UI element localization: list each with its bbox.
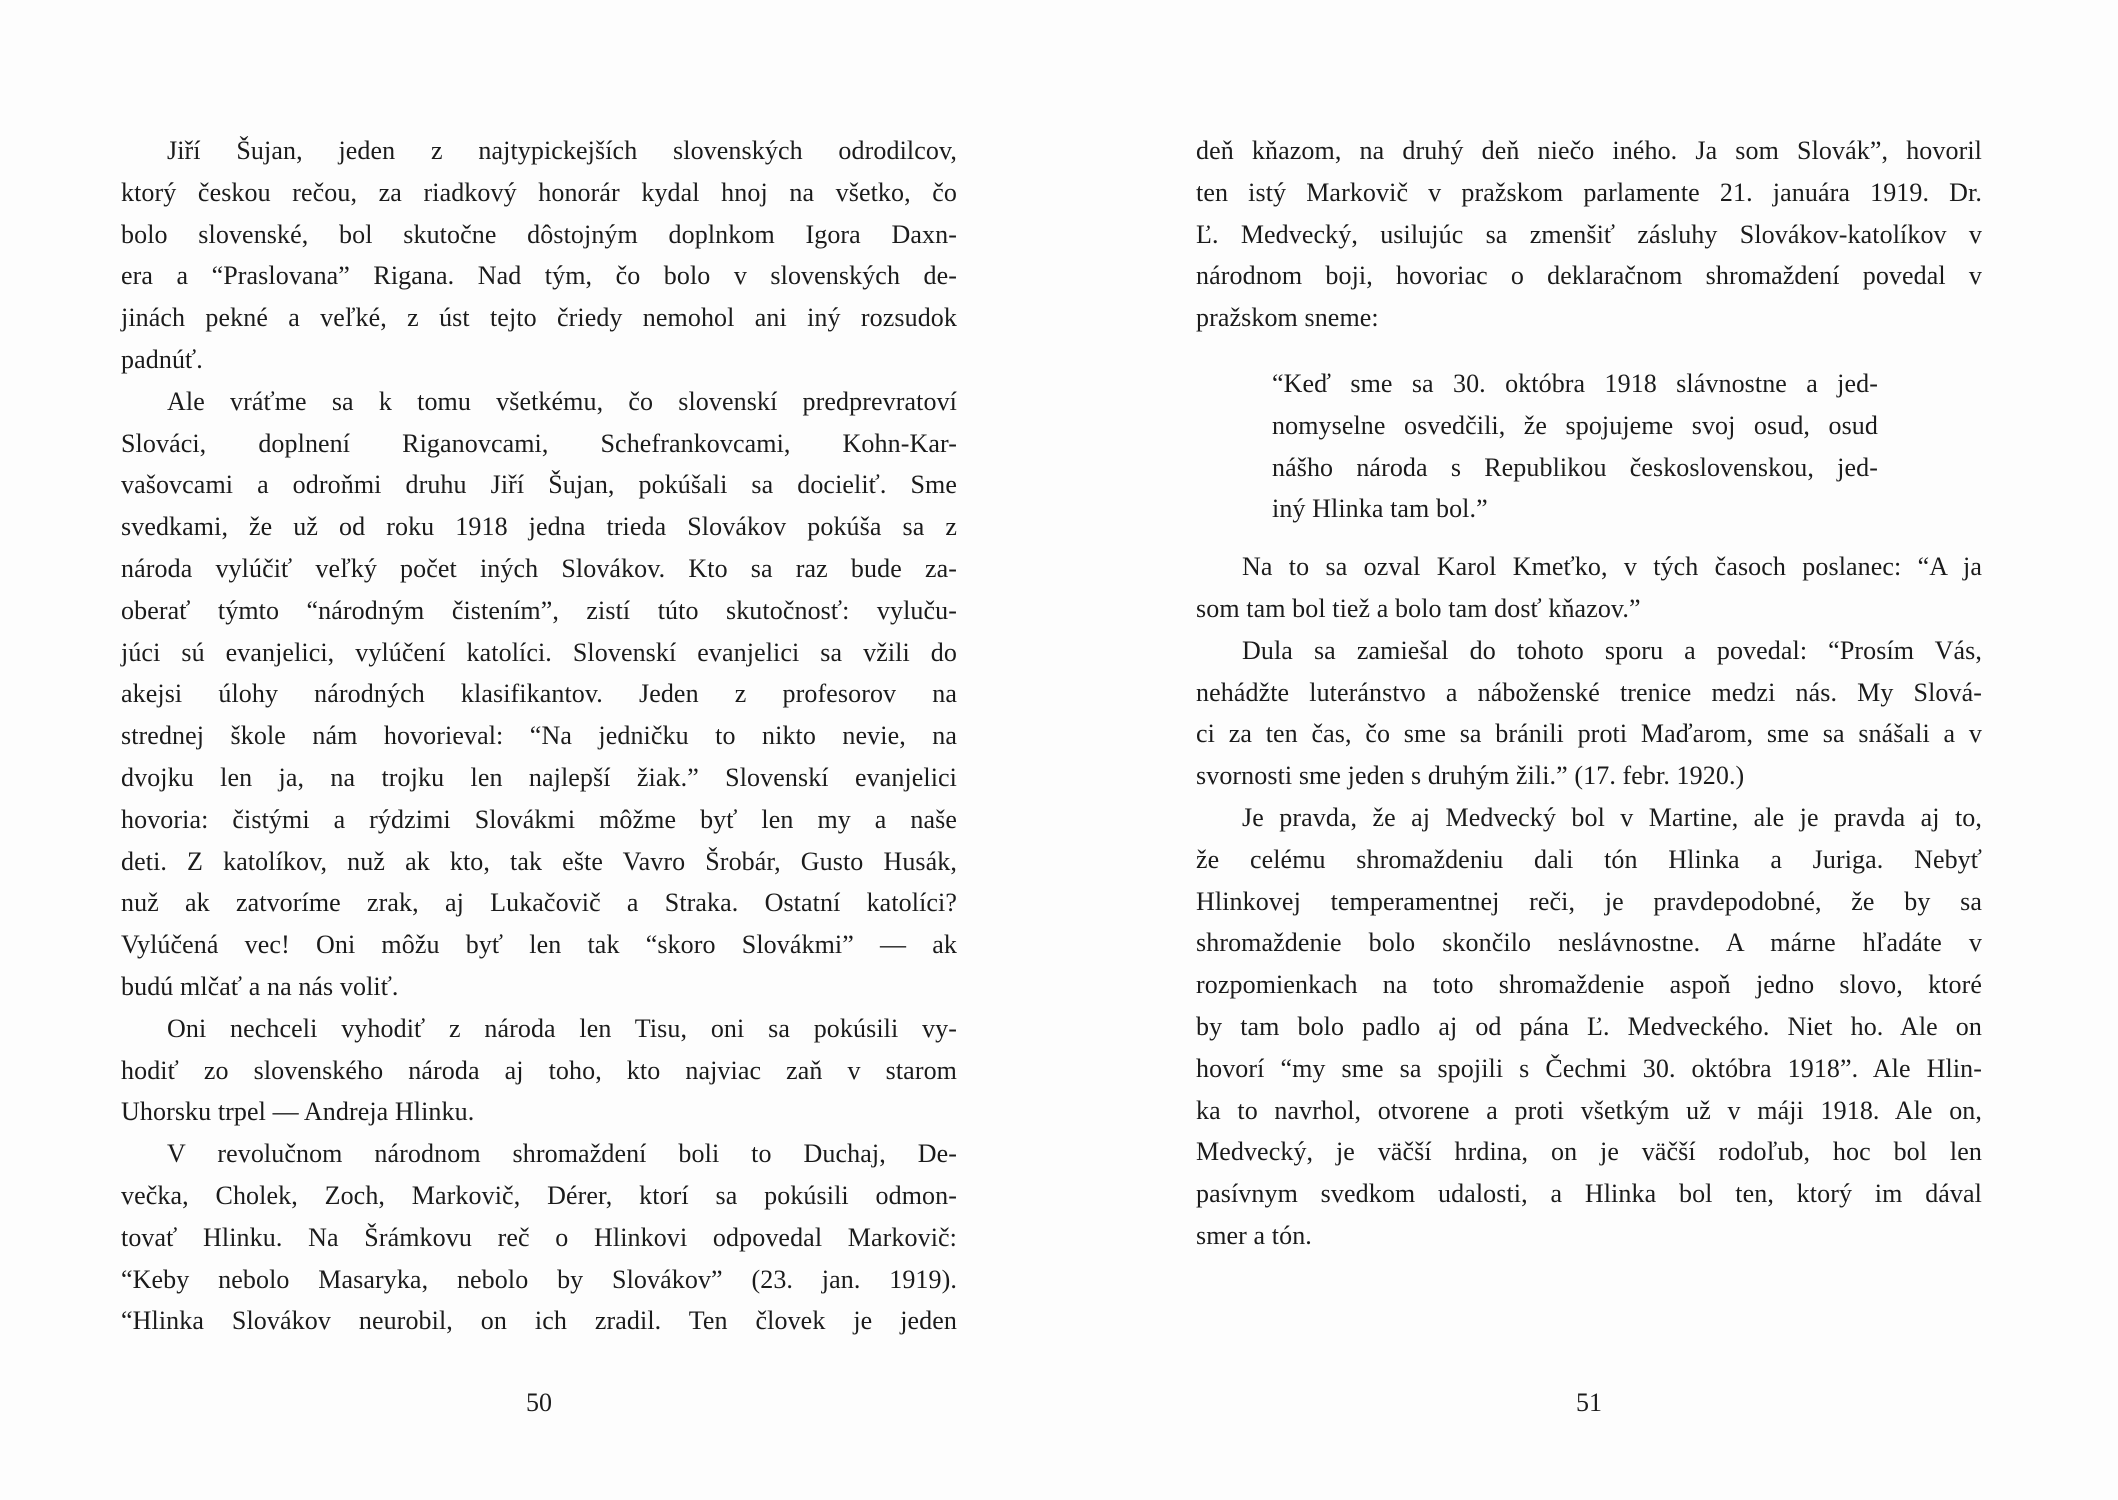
text-line: hovorí “my sme sa spojili s Čechmi 30. októbra 1918”. Ale Hlin- — [1196, 1053, 1982, 1083]
text-line: nehádžte luteránstvo a náboženské trenice medzi nás. My Slová- — [1196, 677, 1982, 707]
text-line: národa vylúčiť veľký počet iných Slovákov. Kto sa raz bude za- — [121, 553, 957, 583]
text-line: národnom boji, hovoriac o deklaračnom shromaždení povedal v — [1196, 261, 1982, 291]
text-line: shromaždenie bolo skončilo neslávnostne. A márne hľadáte v — [1196, 928, 1982, 958]
text-line: Jiří Šujan, jeden z najtypickejších slovenských odrodilcov, — [167, 136, 957, 165]
text-line: Ľ. Medvecký, usilujúc sa zmenšiť zásluhy Slovákov-katolíkov v — [1196, 219, 1982, 249]
text-line: Uhorsku trpel — Andreja Hlinku. — [121, 1097, 475, 1127]
text-line: dvojku len ja, na trojku len najlepší žiak.” Slovenskí evanjelici — [121, 762, 957, 792]
page-number-left: 50 — [526, 1388, 552, 1417]
text-line: akejsi úlohy národných klasifikantov. Jeden z profesorov na — [121, 679, 957, 709]
text-line: večka, Cholek, Zoch, Markovič, Dérer, ktorí sa pokúsili odmon- — [121, 1180, 957, 1210]
text-line: padnúť. — [121, 344, 203, 374]
text-line: era a “Praslovana” Rigana. Nad tým, čo bolo v slovenských de- — [121, 261, 957, 291]
text-line: nuž ak zatvoríme zrak, aj Lukačovič a Straka. Ostatní katolíci? — [121, 888, 957, 918]
text-line: tovať Hlinku. Na Šrámkovu reč o Hlinkovi odpovedal Markovič: — [121, 1222, 957, 1252]
text-line: oberať týmto “národným čistením”, zistí túto skutočnosť: vyluču- — [121, 595, 957, 625]
text-line: som tam bol tiež a bolo tam dosť kňazov.” — [1196, 593, 1641, 623]
text-line: hovoria: čistými a rýdzimi Slovákmi môžme byť len my a naše — [121, 804, 957, 834]
text-line: bolo slovenské, bol skutočne dôstojným doplnkom Igora Daxn- — [121, 219, 957, 249]
text-line: Slováci, doplnení Riganovcami, Schefrankovcami, Kohn-Kar- — [121, 428, 957, 458]
text-line: Je pravda, že aj Medvecký bol v Martine, ale je pravda aj to, — [1242, 802, 1982, 832]
page-number-right: 51 — [1576, 1388, 1602, 1417]
paragraph — [1196, 797, 1982, 1257]
text-line: nomyselne osvedčili, že spojujeme svoj osud, osud — [1272, 410, 1878, 440]
text-line: Medvecký, je väčší hrdina, on je väčší rodoľub, hoc bol len — [1196, 1137, 1982, 1167]
text-line: ten istý Markovič v pražskom parlamente 21. januára 1919. Dr. — [1196, 177, 1982, 207]
text-line: Oni nechceli vyhodiť z národa len Tisu, oni sa pokúsili vy- — [167, 1013, 957, 1043]
text-line: Dula sa zamiešal do tohoto sporu a povedal: “Prosím Vás, — [1242, 635, 1982, 665]
text-line: nášho národa s Republikou československou, jed- — [1272, 452, 1878, 482]
text-line: “Keď sme sa 30. októbra 1918 slávnostne a jed- — [1272, 368, 1878, 398]
text-line: svedkami, že už od roku 1918 jedna trieda Slovákov pokúša sa z — [121, 512, 957, 542]
text-line: svornosti sme jeden s druhým žili.” (17. febr. 1920.) — [1196, 761, 1745, 791]
page-left-text — [121, 130, 957, 1342]
text-line: že celému shromaždeniu dali tón Hlinka a Juriga. Nebyť — [1196, 844, 1982, 874]
text-line: jinách pekné a veľké, z úst tejto čriedy nemohol ani iný rozsudok — [121, 303, 957, 333]
text-line: budú mlčať a na nás voliť. — [121, 971, 399, 1001]
text-line: pražskom sneme: — [1196, 303, 1379, 333]
text-line: iný Hlinka tam bol.” — [1272, 494, 1488, 524]
paragraph — [121, 1008, 957, 1133]
text-line: by tam bolo padlo aj od pána Ľ. Medveckého. Niet ho. Ale on — [1196, 1011, 1982, 1041]
text-line: smer a tón. — [1196, 1220, 1312, 1250]
paragraph — [1196, 130, 1982, 339]
page-right-text — [1196, 130, 1982, 1257]
block-quote — [1272, 363, 1878, 530]
text-line: “Keby nebolo Masaryka, nebolo by Slovákov” (23. jan. 1919). — [121, 1264, 957, 1294]
text-line: ka to navrhol, otvorene a proti všetkým už v máji 1918. Ale on, — [1196, 1095, 1982, 1125]
text-line: Na to sa ozval Karol Kmeťko, v tých časoch poslanec: “A ja — [1242, 552, 1982, 582]
paragraph — [1196, 630, 1982, 797]
text-line: deň kňazom, na druhý deň niečo iného. Ja som Slovák”, hovoril — [1196, 136, 1982, 165]
page-right — [1059, 0, 2118, 1500]
text-line: júci sú evanjelici, vylúčení katolíci. Slovenskí evanjelici sa vžili do — [121, 637, 957, 667]
paragraph — [121, 381, 957, 1008]
text-line: deti. Z katolíkov, nuž ak kto, tak ešte Vavro Šrobár, Gusto Husák, — [121, 846, 957, 876]
text-line: strednej škole nám hovorieval: “Na jedničku to nikto nevie, na — [121, 721, 957, 751]
text-line: ktorý českou rečou, za riadkový honorár kydal hnoj na všetko, čo — [121, 177, 957, 207]
paragraph — [1196, 546, 1982, 630]
text-line: pasívnym svedkom udalosti, a Hlinka bol ten, ktorý im dával — [1196, 1179, 1982, 1209]
text-line: Ale vráťme sa k tomu všetkému, čo slovenskí predprevratoví — [167, 386, 957, 416]
text-line: ci za ten čas, čo sme sa bránili proti Maďarom, sme sa snášali a v — [1196, 719, 1982, 749]
text-line: Vylúčená vec! Oni môžu byť len tak “skoro Slovákmi” — ak — [121, 930, 957, 960]
text-line: vašovcami a odroňmi druhu Jiří Šujan, pokúšali sa docieliť. Sme — [121, 470, 957, 500]
text-line: Hlinkovej temperamentnej reči, je pravdepodobné, že by sa — [1196, 886, 1982, 916]
text-line: “Hlinka Slovákov neurobil, on ich zradil. Ten človek je jeden — [121, 1306, 957, 1336]
paragraph — [121, 130, 957, 381]
paragraph — [121, 1133, 957, 1342]
text-line: V revolučnom národnom shromaždení boli to Duchaj, De- — [167, 1139, 957, 1169]
text-line: hodiť zo slovenského národa aj toho, kto najviac zaň v starom — [121, 1055, 957, 1085]
text-line: rozpomienkach na toto shromaždenie aspoň jedno slovo, ktoré — [1196, 970, 1982, 1000]
